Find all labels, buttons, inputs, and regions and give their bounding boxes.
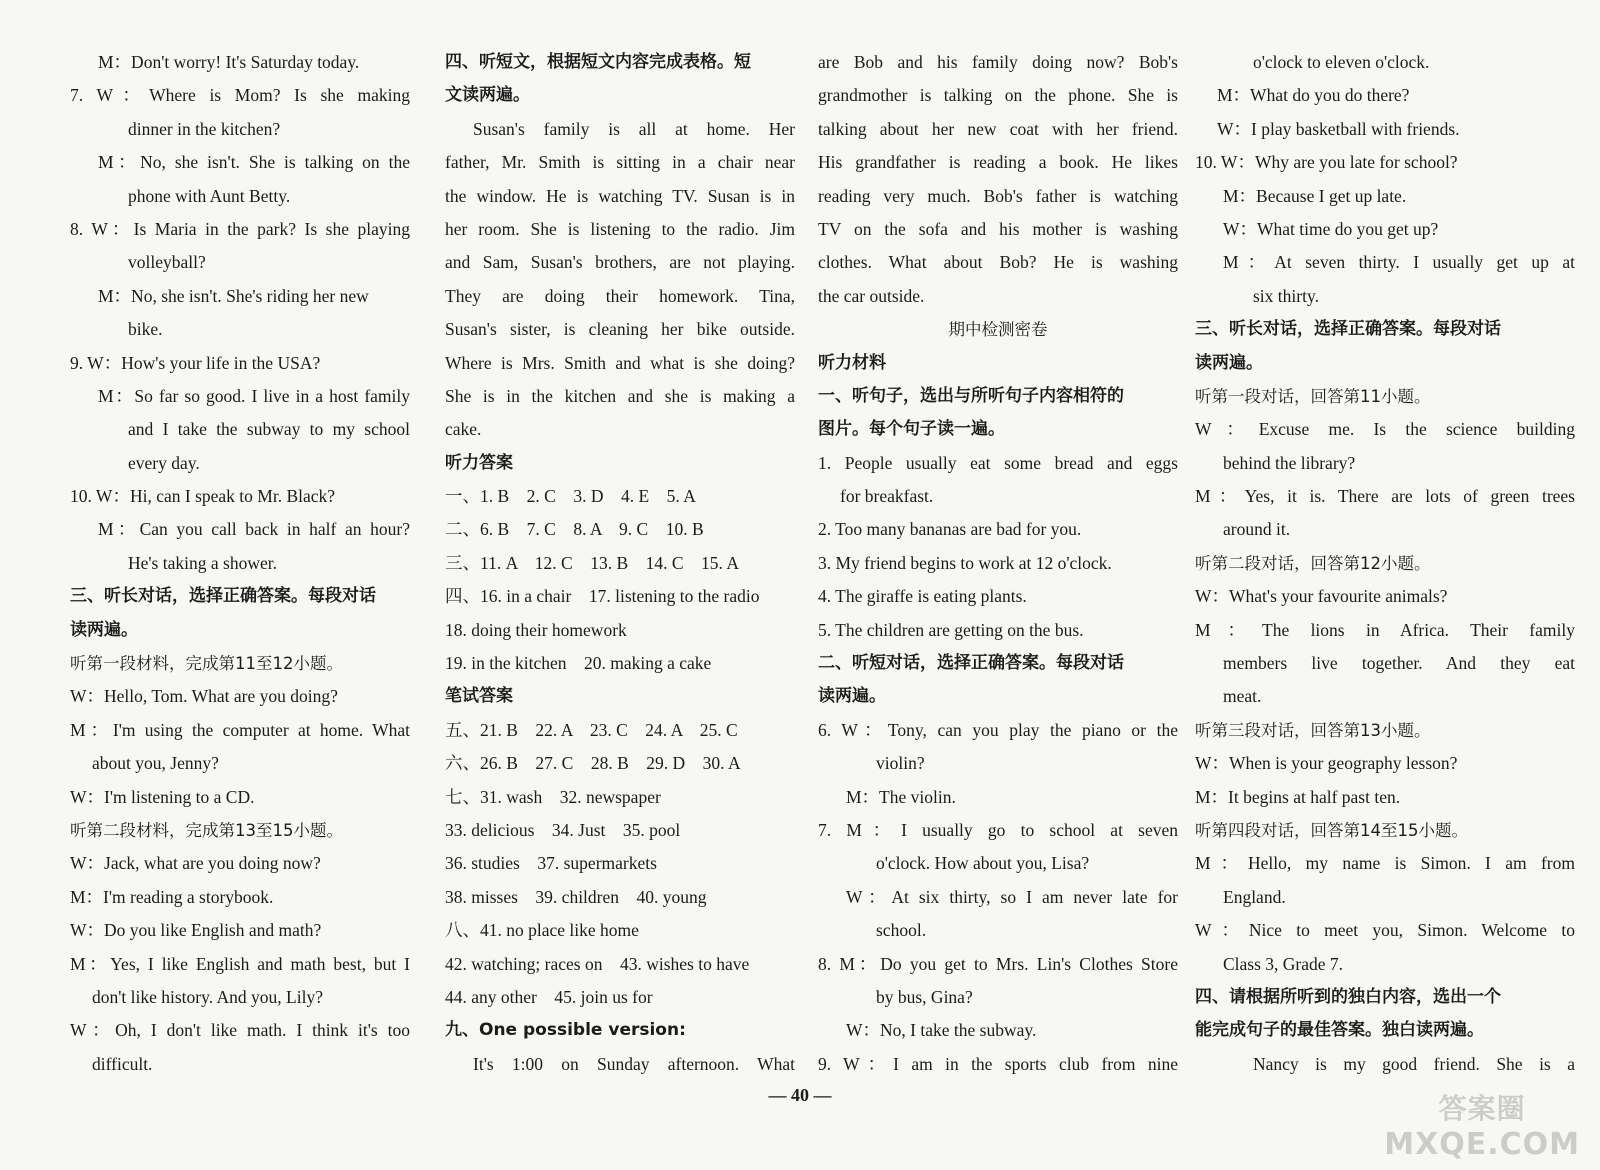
text-line: 42. watching; races on 43. wishes to have	[445, 953, 750, 974]
text-line: M：I'm using the computer at home. What	[70, 719, 410, 740]
text-line: 文读两遍。	[445, 85, 530, 106]
text-line: 一、听句子，选出与所听句子内容相符的	[818, 385, 1124, 406]
text-line: are Bob and his family doing now? Bob's	[818, 52, 1178, 72]
text-line: dinner in the kitchen?	[128, 118, 281, 139]
text-line: W：Nice to meet you, Simon. Welcome to	[1195, 920, 1575, 941]
text-line: 19. in the kitchen 20. making a cake	[445, 653, 712, 674]
text-line: M：Yes, I like English and math best, but I	[70, 953, 410, 974]
watermark-top: 答案圈	[1438, 1092, 1526, 1125]
text-line: 8. M：Do you get to Mrs. Lin's Clothes Store	[818, 953, 1178, 974]
text-line: 四、请根据所听到的独白内容，选出一个	[1195, 986, 1501, 1007]
text-line: o'clock to eleven o'clock.	[1253, 52, 1430, 72]
text-line: 读两遍。	[1195, 352, 1263, 373]
text-line: 七、31. wash 32. newspaper	[445, 786, 661, 807]
text-line: M：Don't worry! It's Saturday today.	[98, 52, 360, 72]
text-line: don't like history. And you, Lily?	[92, 986, 323, 1007]
text-line: W：When is your geography lesson?	[1195, 753, 1458, 774]
text-line: W：What's your favourite animals?	[1195, 586, 1448, 607]
text-line: by bus, Gina?	[876, 986, 973, 1007]
text-line: M：Because I get up late.	[1223, 185, 1407, 206]
text-line: 能完成句子的最佳答案。独白读两遍。	[1195, 1020, 1484, 1041]
text-line: 三、11. A 12. C 13. B 14. C 15. A	[445, 552, 739, 573]
text-line: the window. He is watching TV. Susan is in	[445, 185, 795, 206]
text-line: 听力答案	[445, 452, 513, 473]
text-line: meat.	[1223, 686, 1262, 707]
text-line: school.	[876, 920, 927, 941]
text-line: M：No, she isn't. She's riding her new	[98, 285, 369, 306]
text-line: M：Yes, it is. There are lots of green trees	[1195, 486, 1575, 507]
text-line: 4. The giraffe is eating plants.	[818, 586, 1027, 607]
text-line: 2. Too many bananas are bad for you.	[818, 519, 1082, 540]
text-line: 5. The children are getting on the bus.	[818, 619, 1084, 640]
text-line: 44. any other 45. join us for	[445, 986, 653, 1007]
text-line: Susan's sister, is cleaning her bike outside.	[445, 319, 795, 340]
text-line: W：Excuse me. Is the science building	[1195, 419, 1575, 440]
text-line: and Sam, Susan's brothers, are not playing.	[445, 252, 795, 273]
text-line: 三、听长对话，选择正确答案。每段对话	[1195, 319, 1501, 340]
text-line: cake.	[445, 419, 482, 440]
text-line: W：I'm listening to a CD.	[70, 786, 255, 807]
page-number: — 40 —	[768, 1085, 832, 1105]
text-line: 听第二段材料，完成第13至15小题。	[70, 820, 343, 840]
text-line: bike.	[128, 319, 163, 340]
text-line: 7. W：Where is Mom? Is she making	[70, 85, 410, 106]
text-line: about you, Jenny?	[92, 753, 219, 774]
text-line: 听第三段对话，回答第13小题。	[1195, 720, 1431, 740]
text-line: 读两遍。	[818, 686, 886, 707]
text-line: 3. My friend begins to work at 12 o'clock.	[818, 552, 1112, 573]
text-line: her room. She is listening to the radio. Jim	[445, 218, 795, 239]
text-line: 6. W：Tony, can you play the piano or the	[818, 719, 1178, 740]
text-line: Where is Mrs. Smith and what is she doing?	[445, 352, 795, 373]
text-line: clothes. What about Bob? He is washing	[818, 252, 1178, 273]
text-line: 五、21. B 22. A 23. C 24. A 25. C	[445, 719, 738, 740]
text-line: M：It begins at half past ten.	[1195, 786, 1401, 807]
text-line: around it.	[1223, 519, 1291, 540]
text-line: difficult.	[92, 1053, 153, 1074]
text-line: the car outside.	[818, 285, 925, 306]
text-line: o'clock. How about you, Lisa?	[876, 853, 1090, 874]
text-line: They are doing their homework. Tina,	[445, 285, 795, 306]
text-line: and I take the subway to my school	[128, 419, 410, 440]
text-line: 18. doing their homework	[445, 619, 627, 640]
text-line: 9. W：How's your life in the USA?	[70, 352, 321, 373]
text-line: volleyball?	[128, 252, 206, 273]
text-line: 听第四段对话，回答第14至15小题。	[1195, 820, 1468, 840]
text-line: every day.	[128, 452, 200, 473]
text-line: 1. People usually eat some bread and eggs	[818, 452, 1178, 473]
text-line: 36. studies 37. supermarkets	[445, 853, 657, 874]
text-line: 三、听长对话，选择正确答案。每段对话	[70, 586, 376, 607]
text-line: He's taking a shower.	[128, 552, 277, 573]
text-line: 33. delicious 34. Just 35. pool	[445, 819, 681, 840]
text-line: W：Hello, Tom. What are you doing?	[70, 686, 338, 707]
text-line: England.	[1223, 886, 1286, 907]
text-line: W：No, I take the subway.	[846, 1020, 1037, 1041]
text-line: 7. M：I usually go to school at seven	[818, 819, 1178, 840]
column-2	[445, 46, 795, 1081]
text-line: violin?	[876, 753, 925, 774]
text-line: It's 1:00 on Sunday afternoon. What	[473, 1053, 795, 1074]
text-line: 9. W：I am in the sports club from nine	[818, 1053, 1178, 1074]
text-line: TV on the sofa and his mother is washing	[818, 218, 1178, 239]
text-line: 图片。每个句子读一遍。	[818, 419, 1005, 440]
text-line: M：The violin.	[846, 786, 956, 807]
column-4	[1195, 46, 1575, 1081]
text-line: father, Mr. Smith is sitting in a chair near	[445, 152, 795, 173]
text-line: M：What do you do there?	[1217, 85, 1410, 106]
text-line: for breakfast.	[840, 486, 934, 507]
text-line: 二、听短对话，选择正确答案。每段对话	[818, 653, 1124, 674]
text-line: 10. W：Hi, can I speak to Mr. Black?	[70, 486, 336, 507]
text-line: 38. misses 39. children 40. young	[445, 886, 707, 907]
watermark-url: MXQE.COM	[1384, 1127, 1580, 1162]
text-line: 10. W：Why are you late for school?	[1195, 152, 1458, 173]
text-line: M：No, she isn't. She is talking on the	[98, 152, 410, 173]
text-line: 听力材料	[818, 352, 886, 373]
text-line: M：The lions in Africa. Their family	[1195, 619, 1575, 640]
text-line: M：I'm reading a storybook.	[70, 886, 274, 907]
text-line: 二、6. B 7. C 8. A 9. C 10. B	[445, 519, 704, 540]
text-line: 听第二段对话，回答第12小题。	[1195, 553, 1431, 573]
text-line: 九、One possible version:	[445, 1020, 686, 1041]
text-line: W：Oh, I don't like math. I think it's too	[70, 1020, 410, 1041]
text-line: behind the library?	[1223, 452, 1356, 473]
text-line: 四、听短文，根据短文内容完成表格。短	[445, 52, 751, 72]
text-line: His grandfather is reading a book. He likes	[818, 152, 1178, 173]
text-line: M：So far so good. I live in a host family	[98, 385, 410, 406]
text-line: talking about her new coat with her friend.	[818, 118, 1178, 139]
text-line: W：At six thirty, so I am never late for	[846, 886, 1178, 907]
text-line: reading very much. Bob's father is watching	[818, 185, 1178, 206]
text-line: 八、41. no place like home	[445, 920, 639, 941]
text-line: 听第一段材料，完成第11至12小题。	[70, 654, 343, 674]
text-line: 读两遍。	[70, 619, 138, 640]
watermark-logo	[1384, 1087, 1580, 1162]
text-line: grandmother is talking on the phone. She is	[818, 85, 1178, 106]
text-line: Nancy is my good friend. She is a	[1253, 1053, 1575, 1074]
text-line: M：Can you call back in half an hour?	[98, 519, 410, 540]
text-line: 笔试答案	[445, 686, 513, 707]
text-line: 四、16. in a chair 17. listening to the radio	[445, 586, 760, 607]
text-line: She is in the kitchen and she is making a	[445, 385, 795, 406]
text-line: 8. W：Is Maria in the park? Is she playing	[70, 218, 410, 239]
text-line: M：At seven thirty. I usually get up at	[1223, 252, 1575, 273]
text-line: W：Do you like English and math?	[70, 920, 322, 941]
text-line: six thirty.	[1253, 285, 1319, 306]
text-line: phone with Aunt Betty.	[128, 185, 291, 206]
text-line: Class 3, Grade 7.	[1223, 953, 1344, 974]
text-line: 六、26. B 27. C 28. B 29. D 30. A	[445, 753, 741, 774]
text-line: W：I play basketball with friends.	[1217, 118, 1460, 139]
text-line: members live together. And they eat	[1223, 653, 1575, 674]
column-1	[70, 46, 410, 1081]
text-line: 一、1. B 2. C 3. D 4. E 5. A	[445, 486, 696, 507]
text-line: 听第一段对话，回答第11小题。	[1195, 386, 1431, 406]
text-line: W：What time do you get up?	[1223, 218, 1439, 239]
text-line: W：Jack, what are you doing now?	[70, 853, 321, 874]
text-line: Susan's family is all at home. Her	[473, 118, 795, 139]
column-3	[818, 46, 1178, 1081]
text-line: M：Hello, my name is Simon. I am from	[1195, 853, 1575, 874]
text-line: 期中检测密卷	[948, 320, 1048, 340]
